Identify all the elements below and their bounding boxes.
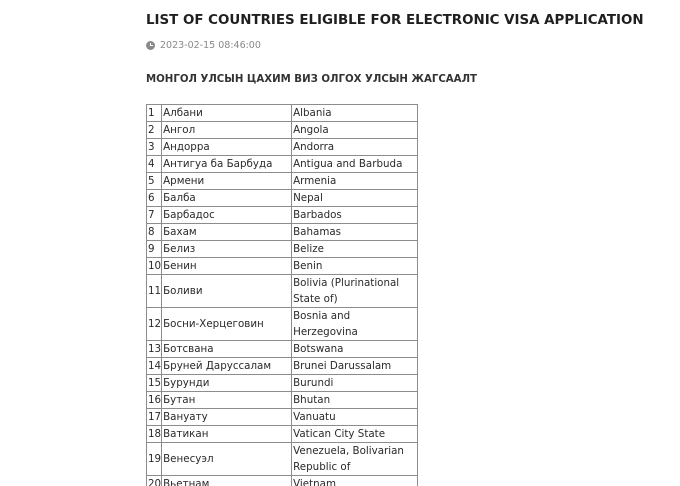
table-row [147,173,418,190]
country-name-mn: Албани [162,105,292,122]
country-name-mn: Антигуа ба Барбуда [162,156,292,173]
clock-icon [146,41,155,50]
country-name-mn: Ботсвана [162,341,292,358]
country-name-en: Barbados [292,207,418,224]
country-name-mn: Бруней Даруссалам [162,358,292,375]
country-name-mn: Армени [162,173,292,190]
country-name-mn: Балба [162,190,292,207]
table-row [147,105,418,122]
row-number: 11 [147,275,162,308]
country-name-mn: Вьетнам [162,476,292,486]
country-name-mn: Боливи [162,275,292,308]
table-row [147,258,418,275]
country-name-en: Bahamas [292,224,418,241]
table-row [147,122,418,139]
table-row [147,224,418,241]
country-name-mn: Барбадос [162,207,292,224]
table-row [147,392,418,409]
country-name-en: Vietnam [292,476,418,486]
row-number: 14 [147,358,162,375]
row-number: 20 [147,476,162,486]
country-name-en: Bosnia and Herzegovina [292,308,418,341]
row-number: 15 [147,375,162,392]
row-number: 16 [147,392,162,409]
row-number: 7 [147,207,162,224]
page-title: LIST OF COUNTRIES ELIGIBLE FOR ELECTRONIC VISA APPLICATION [146,13,644,28]
row-number: 3 [147,139,162,156]
table-row [147,426,418,443]
country-name-en: Vatican City State [292,426,418,443]
table-row [147,375,418,392]
country-name-en: Nepal [292,190,418,207]
row-number: 19 [147,443,162,476]
country-name-en: Bhutan [292,392,418,409]
row-number: 5 [147,173,162,190]
table-row [147,241,418,258]
row-number: 12 [147,308,162,341]
country-name-mn: Бенин [162,258,292,275]
countries-table [146,104,418,486]
table-row [147,308,418,341]
country-name-en: Vanuatu [292,409,418,426]
country-name-mn: Бутан [162,392,292,409]
list-subtitle: МОНГОЛ УЛСЫН ЦАХИМ ВИЗ ОЛГОХ УЛСЫН ЖАГСААЛТ [146,74,477,85]
table-row [147,476,418,486]
table-row [147,275,418,308]
row-number: 6 [147,190,162,207]
row-number: 9 [147,241,162,258]
table-row [147,358,418,375]
row-number: 13 [147,341,162,358]
row-number: 8 [147,224,162,241]
table-row [147,156,418,173]
row-number: 1 [147,105,162,122]
country-name-mn: Ватикан [162,426,292,443]
table-row [147,409,418,426]
post-date-text: 2023-02-15 08:46:00 [160,40,261,51]
country-name-en: Angola [292,122,418,139]
country-name-en: Antigua and Barbuda [292,156,418,173]
country-name-mn: Ангол [162,122,292,139]
row-number: 4 [147,156,162,173]
country-name-mn: Бурунди [162,375,292,392]
country-name-en: Albania [292,105,418,122]
country-name-mn: Андорра [162,139,292,156]
table-row [147,341,418,358]
country-name-en: Bolivia (Plurinational State of) [292,275,418,308]
country-name-en: Benin [292,258,418,275]
row-number: 18 [147,426,162,443]
row-number: 2 [147,122,162,139]
country-name-en: Belize [292,241,418,258]
table-row [147,139,418,156]
country-name-en: Venezuela, Bolivarian Republic of [292,443,418,476]
country-name-en: Armenia [292,173,418,190]
country-name-en: Burundi [292,375,418,392]
country-name-mn: Белиз [162,241,292,258]
table-row [147,190,418,207]
table-row [147,443,418,476]
table-row [147,207,418,224]
country-name-mn: Босни-Херцеговин [162,308,292,341]
country-name-en: Brunei Darussalam [292,358,418,375]
post-date [146,40,261,51]
row-number: 10 [147,258,162,275]
row-number: 17 [147,409,162,426]
country-name-mn: Венесуэл [162,443,292,476]
country-name-en: Botswana [292,341,418,358]
country-name-en: Andorra [292,139,418,156]
country-name-mn: Бахам [162,224,292,241]
country-name-mn: Вануату [162,409,292,426]
